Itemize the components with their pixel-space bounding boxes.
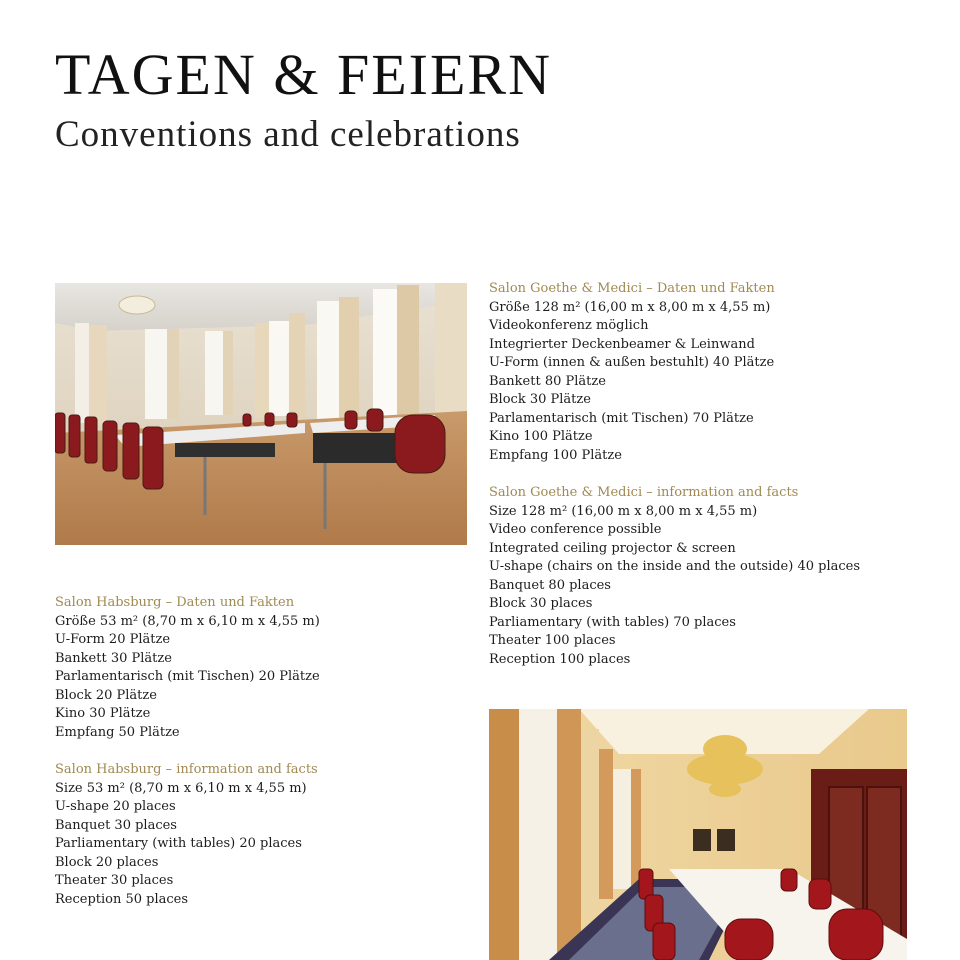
- goethe-en-item: Theater 100 places: [489, 633, 616, 648]
- goethe-en-item: Block 30 places: [489, 596, 593, 611]
- goethe-en-item: Integrated ceiling projector & screen: [489, 540, 736, 556]
- habsburg-heading-en: Salon Habsburg – information and facts: [55, 762, 318, 777]
- goethe-de-item: Parlamentarisch (mit Tischen) 70 Plätze: [489, 410, 754, 426]
- habsburg-de-item: Bankett 30 Plätze: [55, 650, 172, 666]
- habsburg-en-item: Reception 50 places: [55, 891, 189, 907]
- salon-goethe-photo: [55, 283, 467, 545]
- goethe-de-item: Empfang 100 Plätze: [489, 447, 622, 463]
- habsburg-de-item: U-Form 20 Plätze: [55, 632, 171, 647]
- goethe-de-item: Größe 128 m² (16,00 m x 8,00 m x 4,55 m): [489, 299, 771, 315]
- habsburg-de-item: Empfang 50 Plätze: [55, 724, 180, 740]
- page-title: TAGEN & FEIERN: [55, 42, 552, 107]
- habsburg-facts-de: [55, 594, 320, 742]
- habsburg-en-item: Size 53 m² (8,70 m x 6,10 m x 4,55 m): [55, 780, 307, 796]
- goethe-de-item: Bankett 80 Plätze: [489, 373, 606, 389]
- goethe-de-item: Block 30 Plätze: [489, 392, 591, 407]
- habsburg-en-item: Banquet 30 places: [55, 817, 177, 833]
- goethe-en-item: Size 128 m² (16,00 m x 8,00 m x 4,55 m): [489, 503, 758, 519]
- goethe-en-item: Video conference possible: [489, 522, 662, 537]
- goethe-en-item: Reception 100 places: [489, 651, 631, 667]
- habsburg-en-item: Parliamentary (with tables) 20 places: [55, 836, 302, 851]
- goethe-heading-en: Salon Goethe & Medici – information and facts: [489, 485, 799, 500]
- goethe-de-item: Integrierter Deckenbeamer & Leinwand: [489, 336, 755, 352]
- goethe-en-item: Parliamentary (with tables) 70 places: [489, 614, 736, 630]
- goethe-en-item: U-shape (chairs on the inside and the outside) 40 places: [489, 559, 860, 574]
- goethe-heading-de: Salon Goethe & Medici – Daten und Fakten: [489, 281, 775, 296]
- habsburg-facts-en: [55, 761, 318, 909]
- goethe-en-item: Banquet 80 places: [489, 577, 611, 593]
- goethe-facts-en: [489, 484, 860, 669]
- habsburg-heading-de: Salon Habsburg – Daten und Fakten: [55, 595, 295, 610]
- habsburg-en-item: Theater 30 places: [55, 873, 174, 888]
- habsburg-de-item: Block 20 Plätze: [55, 687, 157, 703]
- habsburg-en-item: Block 20 places: [55, 854, 159, 870]
- habsburg-de-item: Größe 53 m² (8,70 m x 6,10 m x 4,55 m): [55, 613, 320, 629]
- habsburg-de-item: Kino 30 Plätze: [55, 706, 151, 721]
- habsburg-de-item: Parlamentarisch (mit Tischen) 20 Plätze: [55, 669, 320, 684]
- goethe-de-item: Videokonferenz möglich: [489, 318, 649, 333]
- goethe-facts-de: [489, 280, 775, 465]
- goethe-de-item: Kino 100 Plätze: [489, 429, 593, 444]
- habsburg-en-item: U-shape 20 places: [55, 799, 176, 814]
- salon-habsburg-photo: [489, 709, 907, 960]
- goethe-de-item: U-Form (innen & außen bestuhlt) 40 Plätze: [489, 355, 775, 370]
- page-subtitle: Conventions and celebrations: [55, 114, 521, 155]
